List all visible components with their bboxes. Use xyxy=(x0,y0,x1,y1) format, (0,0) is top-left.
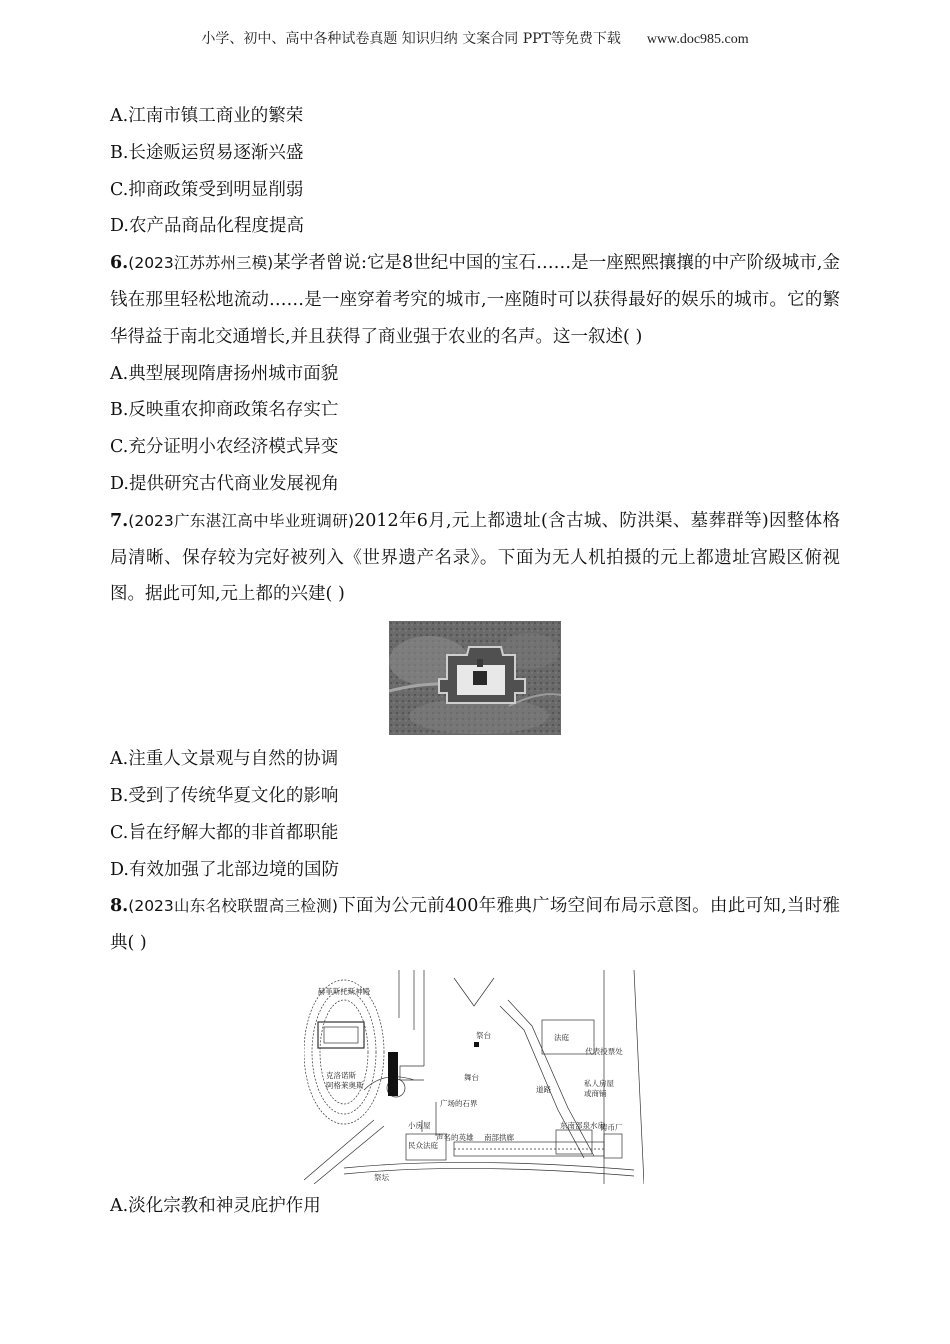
q6-option-d: D.提供研究古代商业发展视角 xyxy=(110,473,339,494)
header-url[interactable]: www.doc985.com xyxy=(646,32,749,47)
map-label-agoraios: 阿格莱奥斯 xyxy=(326,1080,364,1090)
q6-options xyxy=(110,356,840,503)
map-label-private-shops: 或商铺 xyxy=(584,1088,607,1098)
map-label-mint: 铸币厂 xyxy=(600,1122,623,1132)
q6-option-a: A.典型展现隋唐扬州城市面貌 xyxy=(110,363,339,384)
q6-text: 某学者曾说:它是8世纪中国的宝石……是一座熙熙攘攘的中产阶级城市,金钱在那里轻松地流动……是一座穿着考究的城市,一座随时可以获得最好的娱乐的城市。它的繁华得益于南北交通增长,并且获得了商业强于农业的名声。这一叙述( ) xyxy=(110,253,840,347)
map-label-altar-small: 祭台 xyxy=(476,1030,491,1040)
q7-option-b: B.受到了传统华夏文化的影响 xyxy=(110,785,339,806)
q7-text: 2012年6月,元上都遗址(含古城、防洪渠、墓葬群等)因整体格局清晰、保存较为完好被列入《世界遗产名录》。下面为无人机拍摄的元上都遗址宫殿区俯视图。据此可知,元上都的兴建( ) xyxy=(110,510,840,605)
map-label-south-stoa: 南部拱廊 xyxy=(484,1132,514,1142)
map-label-mint-office: 代表投票处 xyxy=(585,1046,623,1056)
q8-source: (2023山东名校联盟高三检测) xyxy=(128,897,338,916)
map-label-people-court: 民众法庭 xyxy=(408,1140,438,1150)
header-text: 小学、初中、高中各种试卷真题 知识归纳 文案合同 PPT等免费下载 xyxy=(201,31,621,47)
q5-option-a: A.江南市镇工商业的繁荣 xyxy=(110,106,304,126)
document-body xyxy=(110,98,840,1225)
q5-options xyxy=(110,98,840,245)
q6-option-c: C.充分证明小农经济模式异变 xyxy=(110,437,339,458)
q7-source: (2023广东湛江高中毕业班调研) xyxy=(128,511,355,530)
q7-stem xyxy=(110,503,840,613)
map-label-altar: 祭坛 xyxy=(374,1172,389,1182)
q8-figure xyxy=(110,962,840,1188)
map-label-hephaisteion: 赫菲斯托斯神殿 xyxy=(317,986,371,996)
map-label-boundary-stone: 广场的石界 xyxy=(440,1098,478,1108)
q7-option-c: C.旨在纾解大都的非首都职能 xyxy=(110,822,339,843)
palace-aerial-photo xyxy=(389,621,561,735)
q8-options xyxy=(110,1188,840,1225)
q7-number: 7. xyxy=(110,510,129,531)
map-label-se-fountain: 东南部泉水房 xyxy=(560,1120,605,1130)
q5-option-c: C.抑商政策受到明显削弱 xyxy=(110,179,304,200)
map-label-heroes: 声名的英雄 xyxy=(436,1132,474,1142)
map-label-stage: 舞台 xyxy=(464,1072,479,1082)
q7-option-d: D.有效加强了北部边境的国防 xyxy=(110,859,339,880)
map-label-kolonos: 克洛诺斯 xyxy=(326,1070,356,1080)
map-label-small-house: 小房屋 xyxy=(408,1120,431,1130)
map-label-private-houses: 私人房屋 xyxy=(584,1078,614,1088)
q6-stem xyxy=(110,245,840,355)
q8-stem xyxy=(110,888,840,962)
q6-source: (2023江苏苏州三模) xyxy=(128,254,274,273)
q8-number: 8. xyxy=(110,896,129,917)
athens-agora-map xyxy=(304,970,644,1184)
map-label-road: 道路 xyxy=(536,1084,551,1094)
q5-option-b: B.长途贩运贸易逐渐兴盛 xyxy=(110,142,304,163)
q7-figure xyxy=(110,613,840,741)
q6-number: 6. xyxy=(110,253,129,274)
page-header xyxy=(0,28,950,48)
q8-text: 下面为公元前400年雅典广场空间布局示意图。由此可知,当时雅典( ) xyxy=(110,896,840,954)
q8-option-a: A.淡化宗教和神灵庇护作用 xyxy=(110,1195,321,1216)
q7-option-a: A.注重人文景观与自然的协调 xyxy=(110,749,339,770)
q7-options xyxy=(110,741,840,888)
map-label-court: 法庭 xyxy=(554,1032,569,1042)
q5-option-d: D.农产品商品化程度提高 xyxy=(110,216,304,237)
q6-option-b: B.反映重农抑商政策名存实亡 xyxy=(110,400,339,421)
